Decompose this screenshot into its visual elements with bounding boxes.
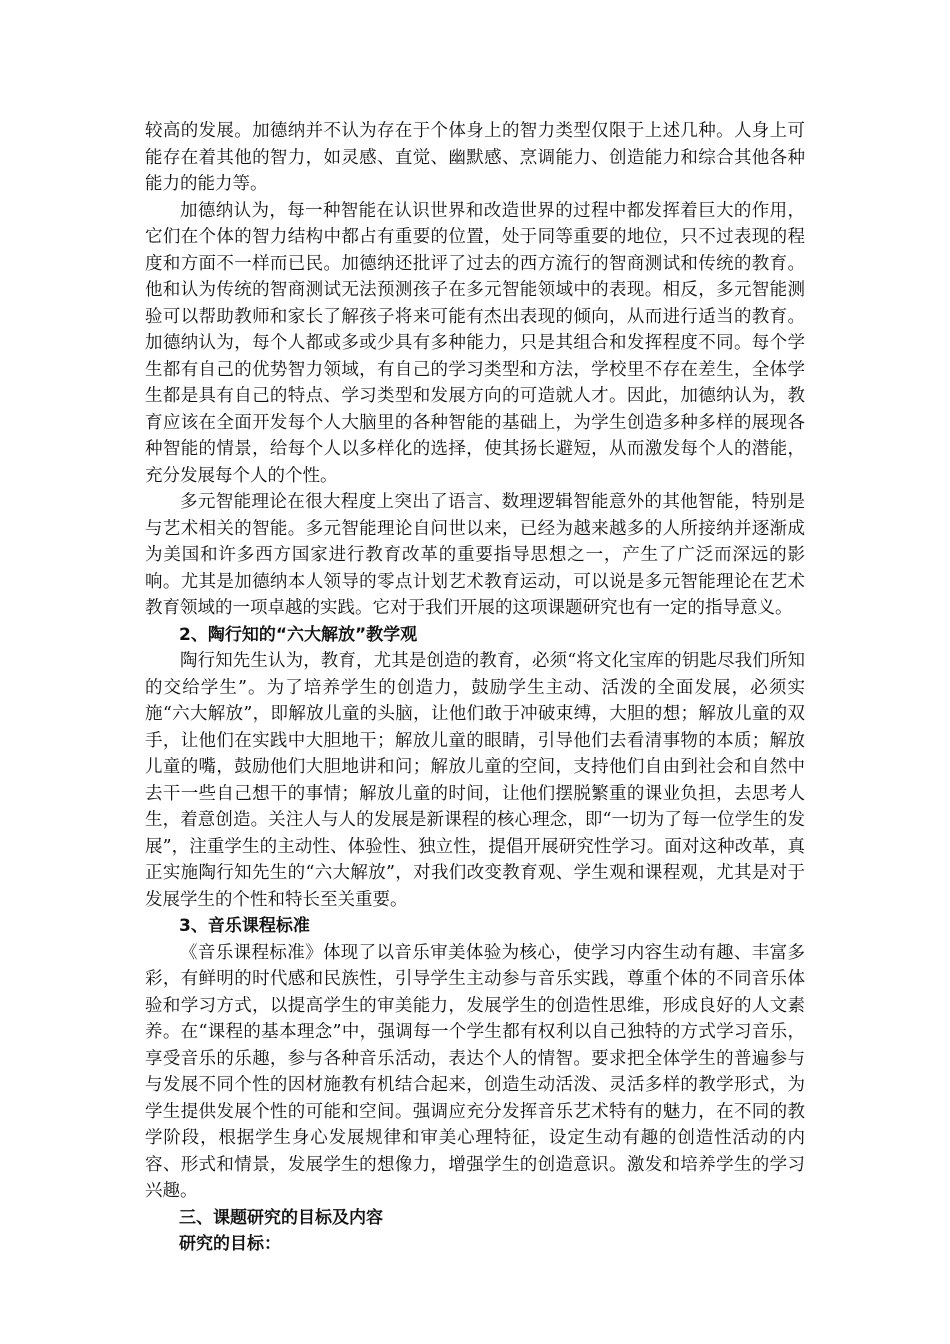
body-paragraph: 陶行知先生认为，教育，尤其是创造的教育，必须“将文化宝库的钥匙尽我们所知的交给学生”。为了培养学生的创造力，鼓励学生主动、活泼的全面发展，必须实施“六大解放”，即解放儿童的头脑，让他们敢于冲破束缚，大胆的想；解放儿童的双手，让他们在实践中大胆地干；解放儿童的眼睛，引导他们去看清事物的本质；解放儿童的嘴，鼓励他们大胆地讲和问；解放儿童的空间，支持他们自由到社会和自然中去干一些自己想干的事情；解放儿童的时间，让他们摆脱繁重的课业负担，去思考人生，着意创造。关注人与人的发展是新课程的核心理念，即“一切为了每一位学生的发展”，注重学生的主动性、体验性、独立性，提倡开展研究性学习。面对这种改革，真正实施陶行知先生的“六大解放”，对我们改变教育观、学生观和课程观，尤其是对于发展学生的个性和特长至关重要。 (145, 651, 805, 910)
body-paragraph: 较高的发展。加德纳并不认为存在于个体身上的智力类型仅限于上述几种。人身上可能存在着其他的智力，如灵感、直觉、幽默感、烹调能力、创造能力和综合其他各种能力的能力等。 (145, 121, 805, 194)
body-paragraph: 加德纳认为，每一种智能在认识世界和改造世界的过程中都发挥着巨大的作用，它们在个体的智力结构中都占有重要的位置，处于同等重要的地位，只不过表现的程度和方面不一样而已民。加德纳还批评了过去的西方流行的智商测试和传统的教育。他和认为传统的智商测试无法预测孩子在多元智能领域中的表现。相反，多元智能测验可以帮助教师和家长了解孩子将来可能有杰出表现的倾向，从而进行适当的教育。加德纳认为，每个人都或多或少具有多种能力，只是其组合和发挥程度不同。每个学生都有自己的优势智力领域，有自己的学习类型和方法，学校里不存在差生，全体学生都是具有自己的特点、学习类型和发展方向的可造就人才。因此，加德纳认为，教育应该在全面开发每个人大脑里的各种智能的基础上，为学生创造多种多样的展现各种智能的情景，给每个人以多样化的选择，使其扬长避短，从而激发每个人的潜能，充分发展每个人的个性。 (145, 200, 805, 486)
body-paragraph: 多元智能理论在很大程度上突出了语言、数理逻辑智能意外的其他智能，特别是与艺术相关的智能。多元智能理论自问世以来，已经为越来越多的人所接纳并逐渐成为美国和许多西方国家进行教育改革的重要指导思想之一，产生了广泛而深远的影响。尤其是加德纳本人领导的零点计划艺术教育运动，可以说是多元智能理论在艺术教育领域的一项卓越的实践。它对于我们开展的这项课题研究也有一定的指导意义。 (145, 492, 805, 618)
document-page (145, 118, 805, 1258)
section-heading: 2、陶行知的“六大解放”教学观 (179, 624, 418, 645)
section-heading: 3、音乐课程标准 (179, 916, 310, 936)
section-heading: 三、课题研究的目标及内容 (179, 1207, 383, 1228)
subsection-heading: 研究的目标： (179, 1234, 281, 1254)
body-paragraph: 《音乐课程标准》体现了以音乐审美体验为核心，使学习内容生动有趣、丰富多彩，有鲜明的时代感和民族性，引导学生主动参与音乐实践，尊重个体的不同音乐体验和学习方式，以提高学生的审美能力，发展学生的创造性思维，形成良好的人文素养。在“课程的基本理念”中，强调每一个学生都有权利以自己独特的方式学习音乐，享受音乐的乐趣，参与各种音乐活动，表达个人的情智。要求把全体学生的普遍参与与发展不同个性的因材施教有机结合起来，创造生动活泼、灵活多样的教学形式，为学生提供发展个性的可能和空间。强调应充分发挥音乐艺术特有的魅力，在不同的教学阶段，根据学生身心发展规律和审美心理特征，设定生动有趣的创造性活动的内容、形式和情景，发展学生的想像力，增强学生的创造意识。激发和培养学生的学习兴趣。 (145, 942, 805, 1201)
